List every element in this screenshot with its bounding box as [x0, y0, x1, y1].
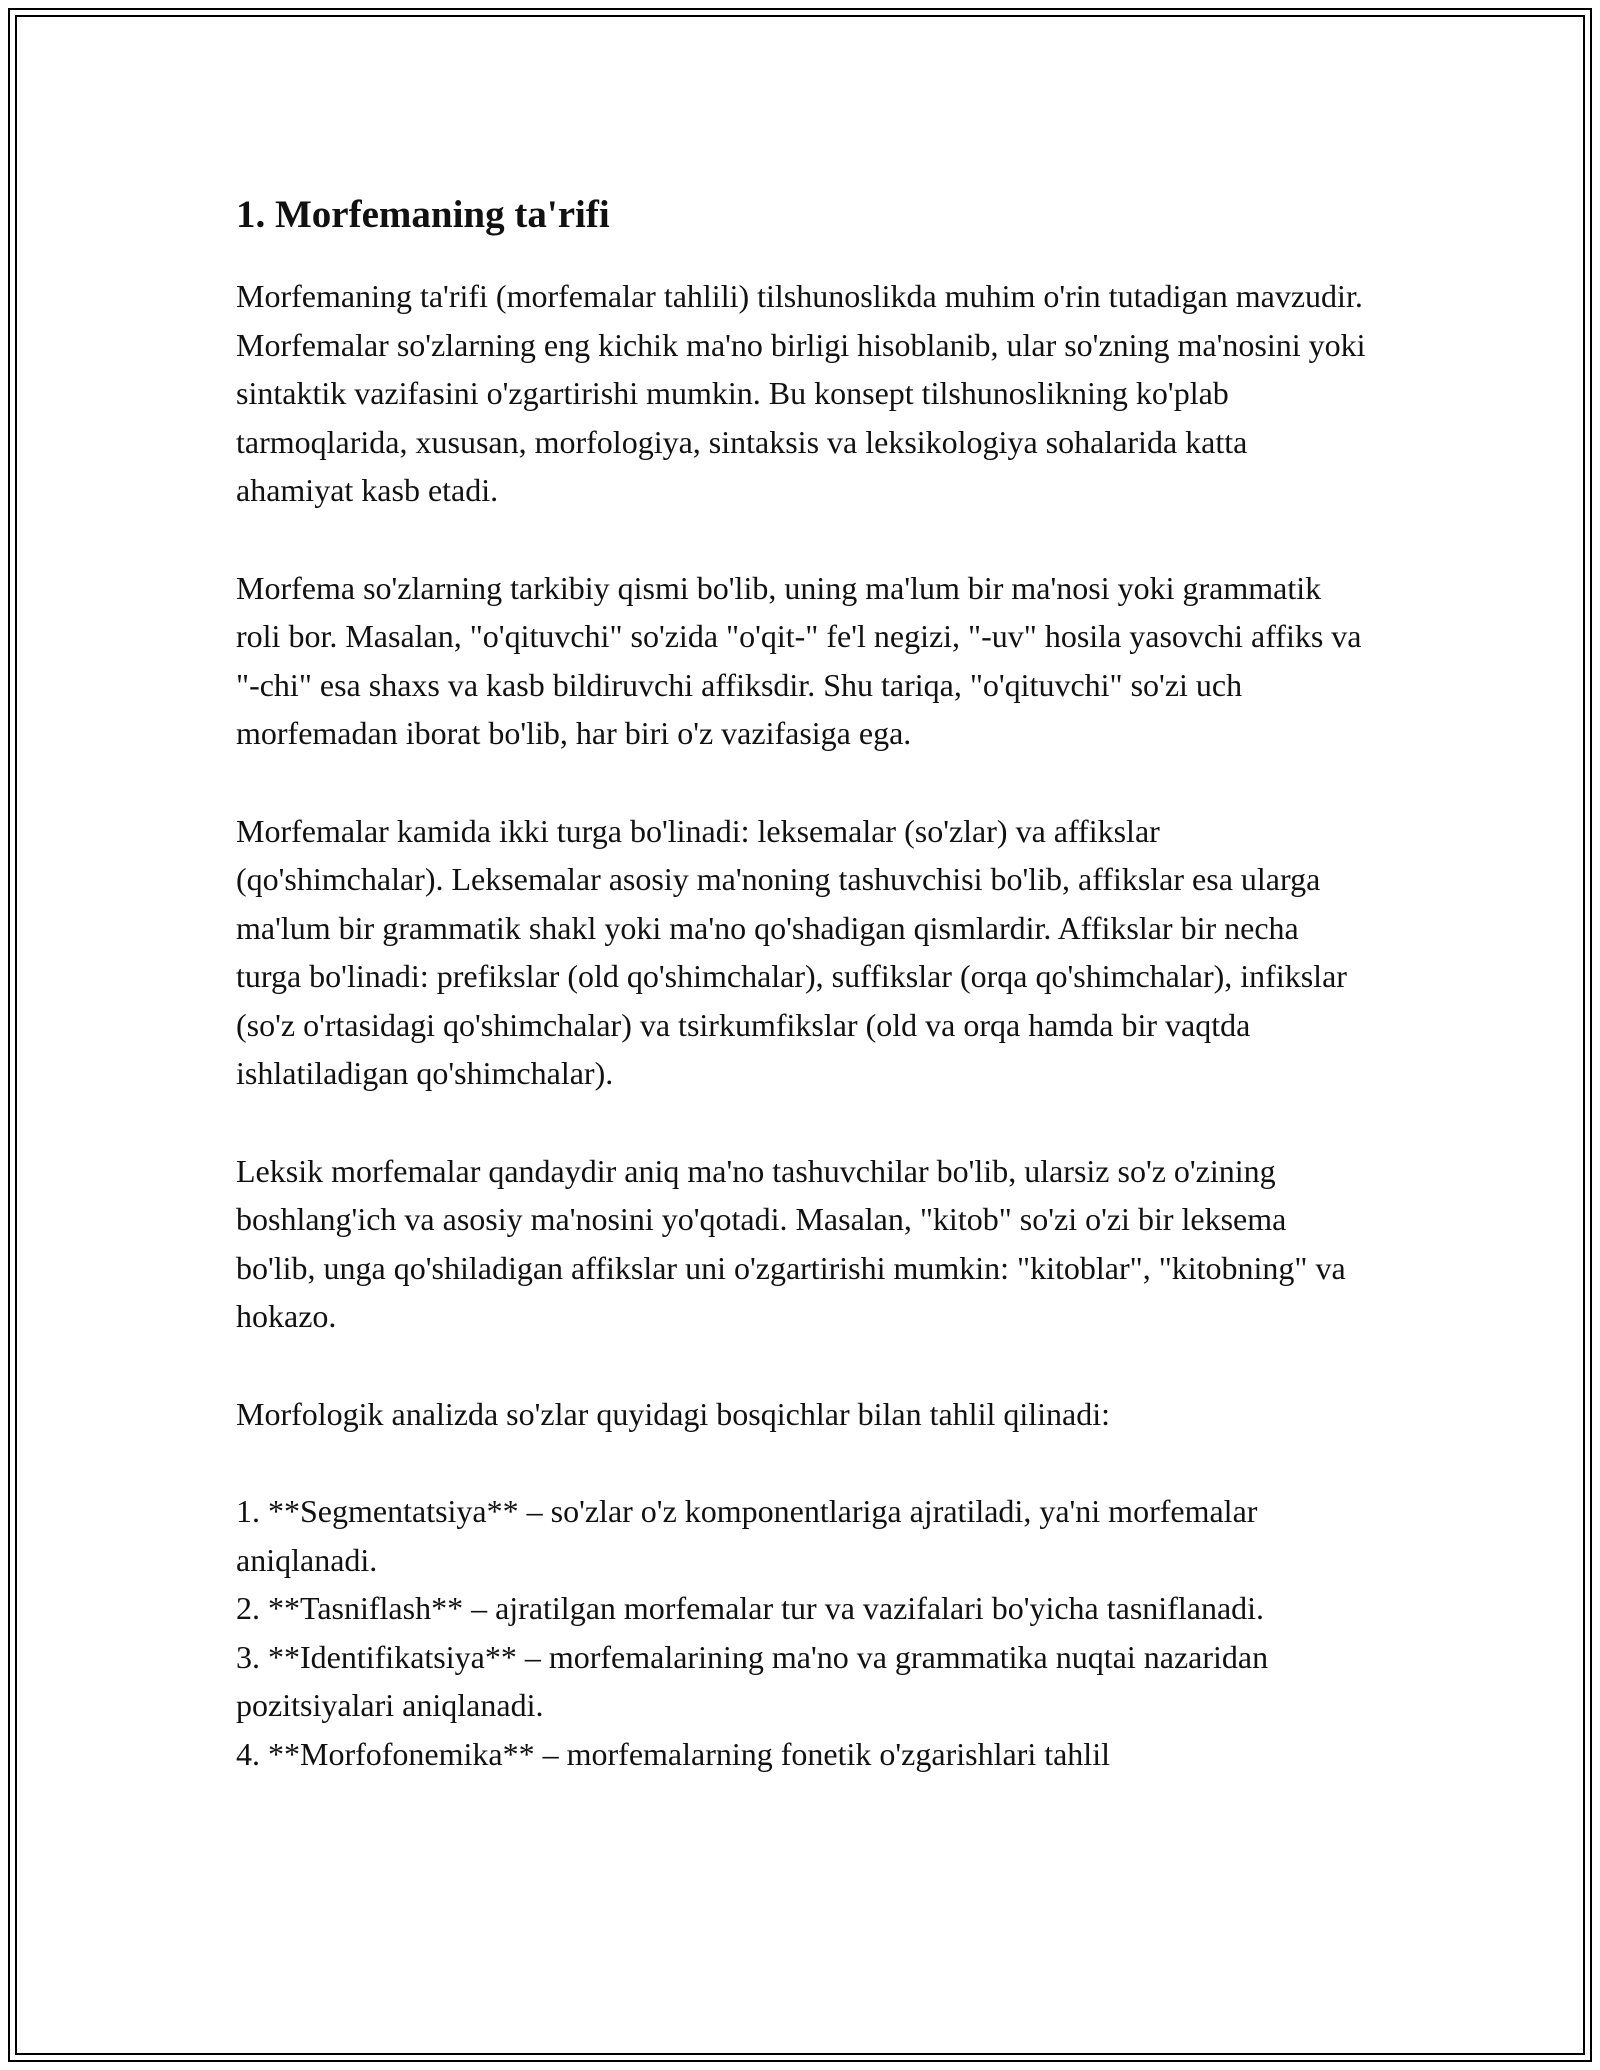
analysis-steps-list [236, 1487, 1366, 1778]
paragraph-lexical: Leksik morfemalar qandaydir aniq ma'no tashuvchilar bo'lib, ularsiz so'z o'zining boshlang'ich va asosiy ma'nosini yo'qotadi. Masalan, "kitob" so'zi o'zi bir leksema bo'lib, unga qo'shiladigan affikslar uni o'zgartirishi mumkin: "kitoblar", "kitobning" va hokazo. [236, 1152, 1346, 1334]
list-item: 2. **Tasniflash** – ajratilgan morfemalar tur va vazifalari bo'yicha tasniflanadi. [236, 1590, 1265, 1626]
list-item: 3. **Identifikatsiya** – morfemalarining ma'no va grammatika nuqtai nazaridan pozitsiyalari aniqlanadi. [236, 1638, 1269, 1723]
document-body [236, 180, 1366, 1778]
list-item: 1. **Segmentatsiya** – so'zlar o'z komponentlariga ajratiladi, ya'ni morfemalar aniqlanadi. [236, 1493, 1258, 1578]
section-heading: 1. Morfemaning ta'rifi [236, 193, 610, 236]
paragraph-example: Morfema so'zlarning tarkibiy qismi bo'lib, uning ma'lum bir ma'nosi yoki grammatik roli bor. Masalan, "o'qituvchi" so'zida "o'qit-" fe'l negizi, "-uv" hosila yasovchi affiks va "-chi" esa shaxs va kasb bildiruvchi affiksdir. Shu tariqa, "o'qituvchi" so'zi uch morfemadan iborat bo'lib, har biri o'z vazifasiga ega. [236, 569, 1362, 751]
list-item: 4. **Morfofonemika** – morfemalarning fonetik o'zgarishlari tahlil [236, 1735, 1110, 1772]
paragraph-definition: Morfemaning ta'rifi (morfemalar tahlili) tilshunoslikda muhim o'rin tutadigan mavzudir. Morfemalar so'zlarning eng kichik ma'no birligi hisoblanib, ular so'zning ma'nosini yoki sintaktik vazifasini o'zgartirishi mumkin. Bu konsept tilshunoslikning ko'plab tarmoqlarida, xususan, morfologiya, sintaksis va leksikologiya sohalarida katta ahamiyat kasb etadi. [236, 278, 1366, 508]
paragraph-types: Morfemalar kamida ikki turga bo'linadi: leksemalar (so'zlar) va affikslar (qo'shimchalar). Leksemalar asosiy ma'noning tashuvchisi bo'lib, affikslar esa ularga ma'lum bir grammatik shakl yoki ma'no qo'shadigan qismlardir. Affikslar bir necha turga bo'linadi: prefikslar (old qo'shimchalar), suffikslar (orqa qo'shimchalar), infikslar (so'z o'rtasidagi qo'shimchalar) va tsirkumfikslar (old va orqa hamda bir vaqtda ishlatiladigan qo'shimchalar). [236, 812, 1347, 1091]
list-intro: Morfologik analizda so'zlar quyidagi bosqichlar bilan tahlil qilinadi: [236, 1395, 1110, 1432]
